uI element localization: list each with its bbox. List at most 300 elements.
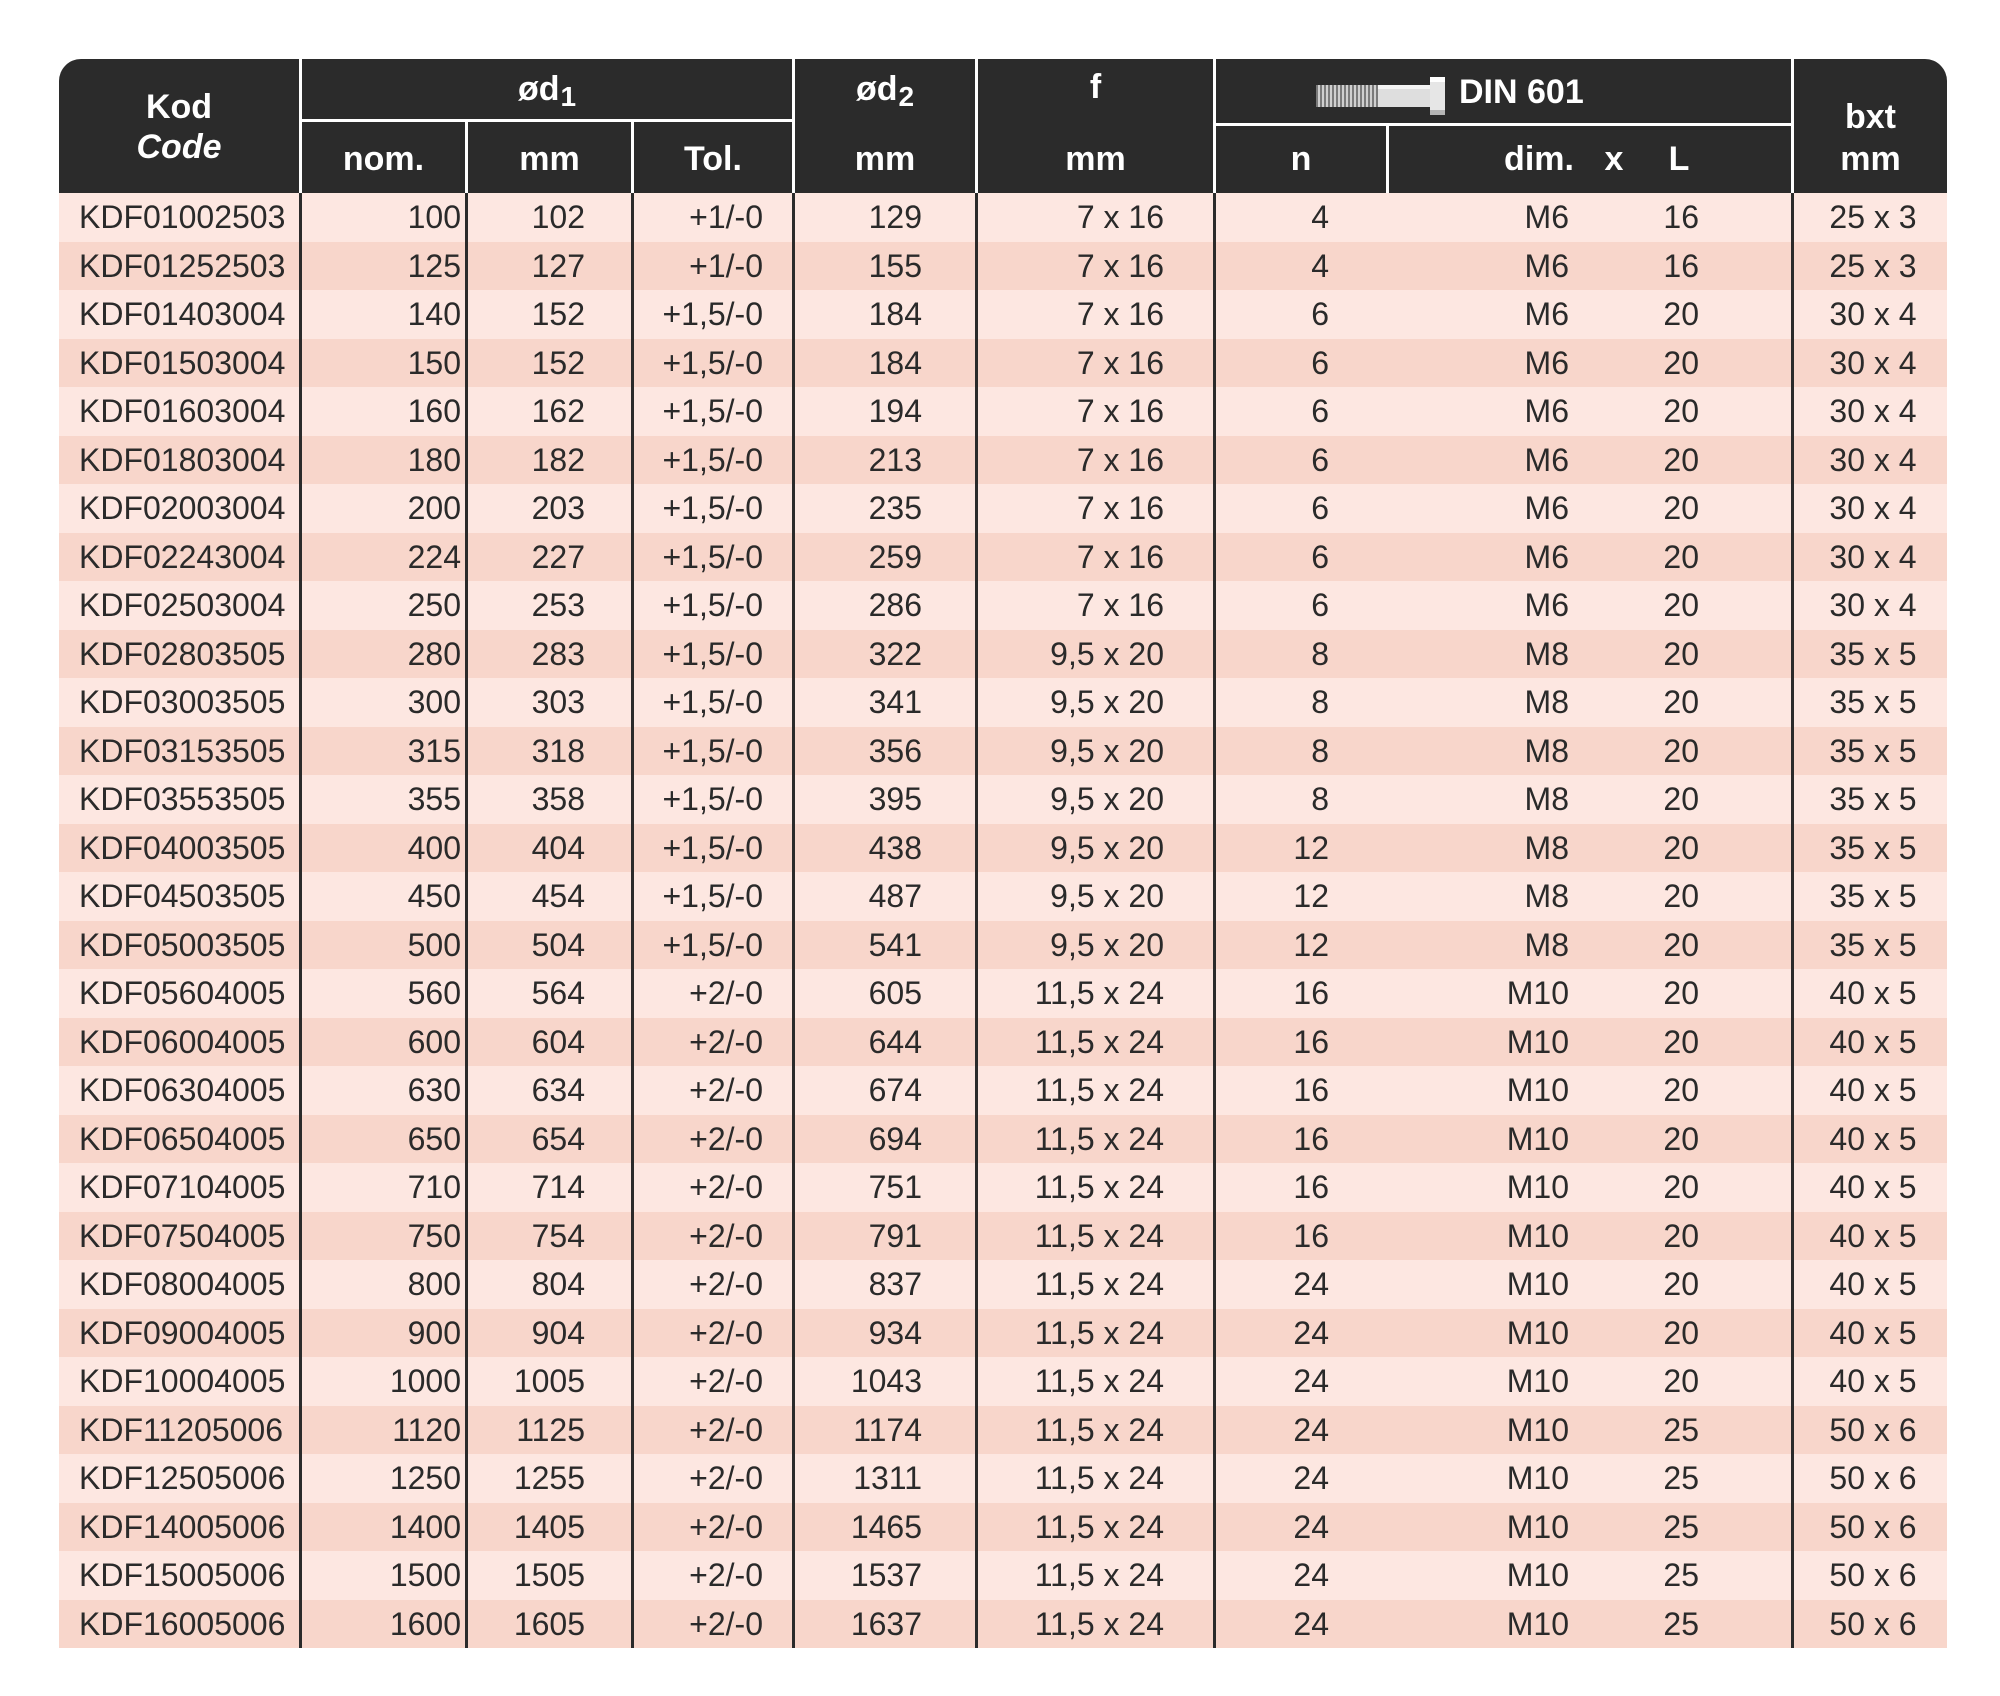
column-separator — [299, 824, 302, 873]
cell-bxt: 30 x 4 — [1829, 538, 1917, 575]
column-separator — [975, 1503, 978, 1552]
column-separator — [792, 193, 795, 242]
column-separator — [792, 824, 795, 873]
cell-L: 20 — [1663, 1217, 1699, 1254]
cell-d2: 1465 — [850, 1508, 922, 1545]
cell-d2: 259 — [868, 538, 922, 575]
column-separator — [1791, 1260, 1794, 1309]
column-separator — [975, 969, 978, 1018]
table-row — [59, 1503, 1947, 1552]
table-row — [59, 1163, 1947, 1212]
column-separator — [1213, 1309, 1216, 1358]
column-separator — [299, 727, 302, 776]
cell-f: 7 x 16 — [1076, 393, 1164, 429]
cell-nom: 1120 — [392, 1411, 461, 1448]
cell-L: 20 — [1663, 441, 1699, 478]
cell-d1: 1005 — [513, 1363, 585, 1399]
flange-table — [59, 59, 1947, 1648]
column-separator — [299, 969, 302, 1018]
header-divider — [1386, 125, 1389, 193]
cell-d2: 674 — [868, 1072, 922, 1108]
table-row — [59, 1454, 1947, 1503]
cell-d2: 644 — [868, 1023, 922, 1060]
column-separator — [975, 1115, 978, 1164]
column-separator — [1791, 1066, 1794, 1115]
column-separator — [975, 387, 978, 436]
cell-code: KDF01403004 — [79, 296, 286, 332]
cell-nom: 1250 — [389, 1460, 461, 1496]
cell-nom: 600 — [407, 1023, 461, 1060]
cell-L: 25 — [1663, 1460, 1699, 1496]
column-separator — [465, 1066, 468, 1115]
column-separator — [1213, 1115, 1216, 1164]
column-separator — [465, 969, 468, 1018]
cell-bxt: 40 x 5 — [1829, 1169, 1917, 1205]
column-separator — [631, 533, 634, 582]
cell-d1: 303 — [531, 684, 585, 720]
column-separator — [1791, 775, 1794, 824]
cell-nom: 250 — [407, 587, 461, 623]
column-separator — [1791, 921, 1794, 970]
column-separator — [465, 1551, 468, 1600]
cell-n: 24 — [1293, 1508, 1329, 1545]
column-separator — [1213, 339, 1216, 388]
column-separator — [1213, 436, 1216, 485]
cell-tol: +2/-0 — [689, 1169, 763, 1205]
header-tol: Tol. — [684, 140, 742, 178]
cell-code: KDF02243004 — [79, 538, 286, 575]
column-separator — [792, 1212, 795, 1261]
column-separator — [975, 727, 978, 776]
table-row — [59, 872, 1947, 921]
column-separator — [465, 290, 468, 339]
column-separator — [465, 242, 468, 291]
cell-n: 6 — [1311, 490, 1329, 526]
cell-dim: M10 — [1506, 1363, 1569, 1399]
cell-d1: 102 — [531, 199, 585, 235]
cell-code: KDF08004005 — [79, 1266, 286, 1302]
header-rule — [299, 119, 795, 122]
cell-L: 25 — [1663, 1411, 1699, 1448]
cell-n: 24 — [1293, 1314, 1329, 1351]
column-separator — [1791, 1406, 1794, 1455]
column-separator — [465, 678, 468, 727]
cell-dim: M10 — [1506, 975, 1569, 1011]
column-separator — [465, 1115, 468, 1164]
column-separator — [975, 339, 978, 388]
column-separator — [299, 1066, 302, 1115]
cell-nom: 1600 — [389, 1605, 461, 1642]
table-row — [59, 387, 1947, 436]
table-row — [59, 678, 1947, 727]
cell-dim: M6 — [1524, 296, 1569, 332]
cell-code: KDF03003505 — [79, 684, 286, 720]
column-separator — [631, 1163, 634, 1212]
cell-bxt: 35 x 5 — [1829, 878, 1917, 914]
cell-d1: 904 — [531, 1314, 585, 1351]
cell-dim: M10 — [1506, 1169, 1569, 1205]
cell-d2: 837 — [868, 1266, 922, 1302]
column-separator — [299, 1018, 302, 1067]
column-separator — [1791, 1163, 1794, 1212]
cell-f: 11,5 x 24 — [1034, 1266, 1164, 1302]
column-separator — [631, 1260, 634, 1309]
cell-L: 20 — [1663, 393, 1699, 429]
column-separator — [465, 484, 468, 533]
cell-code: KDF06304005 — [79, 1072, 286, 1108]
cell-n: 4 — [1311, 199, 1329, 235]
column-separator — [975, 678, 978, 727]
column-separator — [299, 339, 302, 388]
table-row — [59, 1357, 1947, 1406]
cell-code: KDF14005006 — [79, 1508, 286, 1545]
cell-tol: +2/-0 — [689, 1605, 763, 1642]
column-separator — [975, 1600, 978, 1649]
cell-nom: 1400 — [389, 1508, 461, 1545]
cell-tol: +1,5/-0 — [662, 684, 763, 720]
column-separator — [792, 630, 795, 679]
cell-f: 9,5 x 20 — [1050, 829, 1164, 866]
cell-L: 20 — [1663, 1120, 1699, 1157]
cell-d2: 751 — [868, 1169, 922, 1205]
cell-d1: 227 — [531, 538, 585, 575]
cell-bxt: 40 x 5 — [1829, 1266, 1917, 1302]
cell-bxt: 25 x 3 — [1829, 247, 1917, 284]
cell-L: 25 — [1663, 1508, 1699, 1545]
column-separator — [631, 1454, 634, 1503]
column-separator — [631, 1503, 634, 1552]
column-separator — [1791, 1309, 1794, 1358]
header-f: f — [1089, 68, 1102, 106]
cell-d1: 714 — [531, 1169, 585, 1205]
column-separator — [631, 872, 634, 921]
column-separator — [465, 775, 468, 824]
cell-code: KDF03153505 — [79, 732, 286, 769]
header-code: Code — [136, 128, 222, 166]
header-divider — [975, 59, 978, 193]
column-separator — [1213, 1066, 1216, 1115]
column-separator — [631, 969, 634, 1018]
cell-f: 9,5 x 20 — [1050, 732, 1164, 769]
column-separator — [299, 872, 302, 921]
cell-d2: 541 — [868, 926, 922, 963]
column-separator — [792, 1309, 795, 1358]
table-row — [59, 242, 1947, 291]
column-separator — [1213, 1551, 1216, 1600]
column-separator — [631, 436, 634, 485]
column-separator — [1791, 339, 1794, 388]
header-dim: dim. — [1504, 140, 1574, 178]
cell-n: 8 — [1311, 684, 1329, 720]
column-separator — [465, 1163, 468, 1212]
cell-d2: 791 — [868, 1217, 922, 1254]
cell-n: 12 — [1293, 878, 1329, 914]
cell-L: 20 — [1663, 926, 1699, 963]
cell-d1: 203 — [531, 490, 585, 526]
cell-code: KDF01503004 — [79, 344, 286, 381]
column-separator — [1791, 436, 1794, 485]
cell-d1: 162 — [531, 393, 585, 429]
column-separator — [1213, 1163, 1216, 1212]
column-separator — [975, 242, 978, 291]
cell-d1: 1125 — [516, 1411, 585, 1448]
column-separator — [631, 727, 634, 776]
column-separator — [631, 1212, 634, 1261]
column-separator — [465, 339, 468, 388]
cell-bxt: 30 x 4 — [1829, 296, 1917, 332]
cell-code: KDF04003505 — [79, 829, 286, 866]
column-separator — [299, 1260, 302, 1309]
table-row — [59, 1018, 1947, 1067]
column-separator — [792, 921, 795, 970]
column-separator — [465, 1018, 468, 1067]
column-separator — [792, 290, 795, 339]
cell-nom: 100 — [407, 199, 461, 235]
cell-code: KDF02803505 — [79, 635, 286, 672]
cell-dim: M6 — [1524, 441, 1569, 478]
column-separator — [792, 678, 795, 727]
column-separator — [465, 921, 468, 970]
cell-tol: +2/-0 — [689, 1266, 763, 1302]
column-separator — [1791, 872, 1794, 921]
column-separator — [631, 290, 634, 339]
cell-tol: +1,5/-0 — [662, 926, 763, 963]
cell-d2: 184 — [868, 296, 922, 332]
column-separator — [792, 727, 795, 776]
cell-n: 16 — [1293, 1120, 1329, 1157]
table-row — [59, 727, 1947, 776]
column-separator — [792, 1454, 795, 1503]
column-separator — [299, 387, 302, 436]
cell-L: 16 — [1663, 247, 1699, 284]
cell-nom: 1500 — [389, 1557, 461, 1593]
cell-d1: 318 — [531, 732, 585, 769]
cell-code: KDF06004005 — [79, 1023, 286, 1060]
column-separator — [631, 824, 634, 873]
cell-bxt: 50 x 6 — [1829, 1460, 1917, 1496]
header-bxt: bxt — [1845, 98, 1896, 136]
cell-f: 7 x 16 — [1076, 344, 1164, 381]
header-divider — [465, 121, 468, 193]
cell-dim: M8 — [1524, 926, 1569, 963]
cell-n: 6 — [1311, 538, 1329, 575]
cell-dim: M10 — [1506, 1557, 1569, 1593]
column-separator — [792, 1406, 795, 1455]
column-separator — [1213, 1018, 1216, 1067]
column-separator — [1213, 1260, 1216, 1309]
column-separator — [631, 1600, 634, 1649]
column-separator — [631, 921, 634, 970]
column-separator — [1791, 290, 1794, 339]
column-separator — [631, 1018, 634, 1067]
cell-d2: 213 — [868, 441, 922, 478]
cell-f: 11,5 x 24 — [1034, 1314, 1164, 1351]
cell-f: 11,5 x 24 — [1034, 1411, 1164, 1448]
cell-nom: 450 — [407, 878, 461, 914]
cell-bxt: 30 x 4 — [1829, 441, 1917, 478]
cell-n: 8 — [1311, 732, 1329, 769]
header-divider — [631, 121, 634, 193]
cell-L: 20 — [1663, 1266, 1699, 1302]
cell-d2: 235 — [868, 490, 922, 526]
column-separator — [631, 1115, 634, 1164]
cell-code: KDF05604005 — [79, 975, 286, 1011]
cell-nom: 315 — [407, 732, 461, 769]
cell-tol: +1,5/-0 — [662, 441, 763, 478]
cell-bxt: 40 x 5 — [1829, 1072, 1917, 1108]
cell-dim: M6 — [1524, 393, 1569, 429]
cell-n: 6 — [1311, 344, 1329, 381]
cell-d1: 404 — [531, 829, 585, 866]
header-d2: $ød_2$ — [855, 70, 915, 112]
cell-d2: 395 — [868, 781, 922, 817]
cell-dim: M10 — [1506, 1508, 1569, 1545]
cell-L: 20 — [1663, 684, 1699, 720]
column-separator — [299, 1309, 302, 1358]
cell-n: 24 — [1293, 1605, 1329, 1642]
cell-dim: M6 — [1524, 344, 1569, 381]
cell-nom: 125 — [407, 247, 461, 284]
header-kod: Kod — [145, 88, 213, 126]
cell-L: 20 — [1663, 538, 1699, 575]
cell-f: 7 x 16 — [1076, 296, 1164, 332]
column-separator — [1791, 1600, 1794, 1649]
cell-d1: 1605 — [513, 1605, 585, 1642]
header-nom: nom. — [342, 140, 425, 178]
column-separator — [792, 533, 795, 582]
column-separator — [792, 339, 795, 388]
cell-dim: M8 — [1524, 781, 1569, 817]
cell-L: 20 — [1663, 635, 1699, 672]
column-separator — [1213, 581, 1216, 630]
column-separator — [465, 1309, 468, 1358]
bolt-icon — [1316, 76, 1448, 116]
cell-dim: M8 — [1524, 684, 1569, 720]
cell-f: 7 x 16 — [1076, 490, 1164, 526]
cell-code: KDF01002503 — [79, 199, 286, 235]
header-n: n — [1290, 140, 1312, 178]
cell-n: 4 — [1311, 247, 1329, 284]
cell-tol: +2/-0 — [689, 1411, 763, 1448]
cell-f: 11,5 x 24 — [1034, 1605, 1164, 1642]
cell-bxt: 50 x 6 — [1829, 1557, 1917, 1593]
cell-dim: M10 — [1506, 1120, 1569, 1157]
cell-n: 16 — [1293, 1023, 1329, 1060]
cell-dim: M6 — [1524, 247, 1569, 284]
column-separator — [975, 533, 978, 582]
table-row — [59, 533, 1947, 582]
column-separator — [792, 1115, 795, 1164]
cell-f: 7 x 16 — [1076, 538, 1164, 575]
cell-dim: M10 — [1506, 1605, 1569, 1642]
cell-code: KDF10004005 — [79, 1363, 286, 1399]
cell-bxt: 35 x 5 — [1829, 781, 1917, 817]
cell-L: 20 — [1663, 781, 1699, 817]
cell-nom: 710 — [407, 1169, 461, 1205]
column-separator — [1213, 1600, 1216, 1649]
cell-nom: 150 — [407, 344, 461, 381]
column-separator — [975, 1454, 978, 1503]
column-separator — [1791, 193, 1794, 242]
column-separator — [1791, 1357, 1794, 1406]
cell-bxt: 25 x 3 — [1829, 199, 1917, 235]
column-separator — [975, 1212, 978, 1261]
cell-code: KDF11205006 — [79, 1411, 283, 1448]
cell-d1: 152 — [531, 344, 585, 381]
column-separator — [975, 1260, 978, 1309]
cell-nom: 280 — [407, 635, 461, 672]
column-separator — [975, 290, 978, 339]
header-divider — [1213, 59, 1216, 193]
column-separator — [975, 824, 978, 873]
cell-n: 24 — [1293, 1266, 1329, 1302]
column-separator — [1213, 921, 1216, 970]
cell-d2: 1311 — [853, 1460, 922, 1496]
cell-L: 20 — [1663, 829, 1699, 866]
column-separator — [1791, 727, 1794, 776]
cell-tol: +1,5/-0 — [662, 344, 763, 381]
cell-d1: 182 — [531, 441, 585, 478]
column-separator — [299, 1115, 302, 1164]
header-din: DIN 601 — [1459, 73, 1584, 111]
column-separator — [1791, 1018, 1794, 1067]
cell-bxt: 30 x 4 — [1829, 587, 1917, 623]
cell-dim: M6 — [1524, 490, 1569, 526]
column-separator — [792, 1066, 795, 1115]
cell-nom: 355 — [407, 781, 461, 817]
cell-d2: 286 — [868, 587, 922, 623]
column-separator — [1791, 484, 1794, 533]
cell-f: 9,5 x 20 — [1050, 926, 1164, 963]
column-separator — [1213, 678, 1216, 727]
cell-d1: 358 — [531, 781, 585, 817]
cell-f: 11,5 x 24 — [1034, 1169, 1164, 1205]
cell-dim: M10 — [1506, 1266, 1569, 1302]
table-row — [59, 290, 1947, 339]
cell-bxt: 50 x 6 — [1829, 1411, 1917, 1448]
cell-bxt: 40 x 5 — [1829, 975, 1917, 1011]
column-separator — [792, 1503, 795, 1552]
cell-d2: 155 — [868, 247, 922, 284]
cell-nom: 630 — [407, 1072, 461, 1108]
table-row — [59, 436, 1947, 485]
column-separator — [631, 339, 634, 388]
cell-bxt: 40 x 5 — [1829, 1023, 1917, 1060]
column-separator — [465, 1212, 468, 1261]
column-separator — [299, 290, 302, 339]
column-separator — [1213, 1357, 1216, 1406]
table-row — [59, 1309, 1947, 1358]
cell-n: 6 — [1311, 393, 1329, 429]
header-d1: $ød_1$ — [517, 70, 577, 112]
table-row — [59, 484, 1947, 533]
cell-bxt: 40 x 5 — [1829, 1120, 1917, 1157]
column-separator — [299, 630, 302, 679]
cell-d2: 934 — [868, 1314, 922, 1351]
column-separator — [1791, 581, 1794, 630]
cell-dim: M8 — [1524, 829, 1569, 866]
column-separator — [465, 824, 468, 873]
cell-bxt: 30 x 4 — [1829, 344, 1917, 381]
cell-dim: M10 — [1506, 1411, 1569, 1448]
cell-d1: 604 — [531, 1023, 585, 1060]
cell-bxt: 35 x 5 — [1829, 732, 1917, 769]
column-separator — [792, 1018, 795, 1067]
column-separator — [465, 387, 468, 436]
column-separator — [299, 581, 302, 630]
cell-f: 11,5 x 24 — [1034, 1363, 1164, 1399]
cell-d2: 356 — [868, 732, 922, 769]
